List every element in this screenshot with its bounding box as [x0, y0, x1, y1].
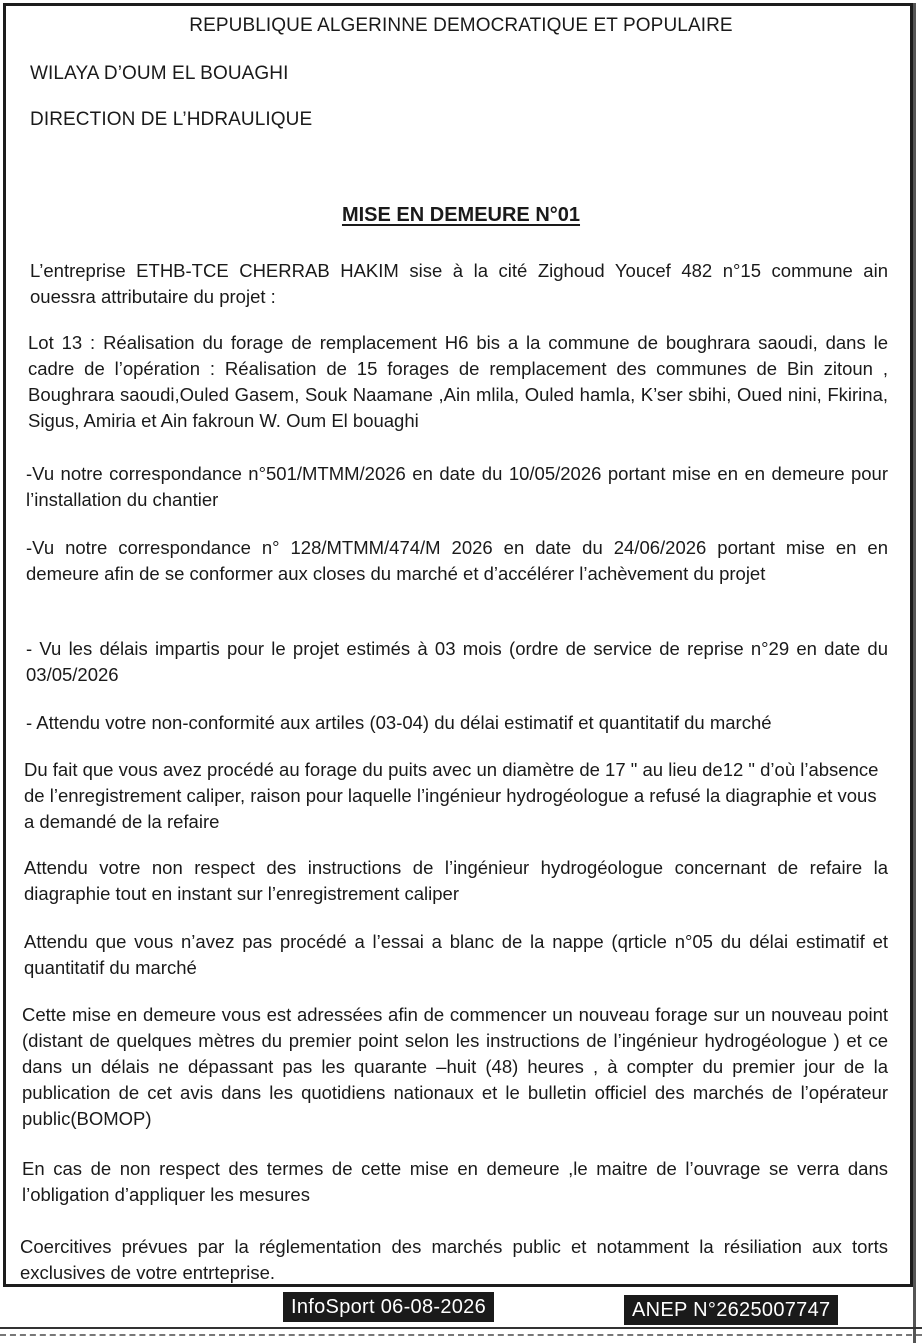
paragraph-essai: Attendu que vous n’avez pas procédé a l’essai a blanc de la nappe (qrticle n°05 du délai estimatif et quantitatif du marché: [24, 931, 888, 978]
paragraph-non-respect: En cas de non respect des termes de cette mise en demeure ,le maitre de l’ouvrage se verra dans l’obligation d’appliquer les mesures: [22, 1158, 888, 1205]
paragraph-correspondance-1: -Vu notre correspondance n°501/MTMM/2026 en date du 10/05/2026 portant mise en en demeure pour l’installation du chantier: [26, 463, 888, 510]
paragraph-mise-en-demeure: Cette mise en demeure vous est adressées afin de commencer un nouveau forage sur un nouveau point (distant de quelques mètres du premier point selon les instructions de l’ingénieur hydrogéologue ) et ce dans un délais ne dépassant pas les quarante –huit (48) heures , à compter du premier jour de la publication de cet avis dans les quotidiens nationaux et le bulletin officiel des marchés de l’opérateur public(BOMOP): [22, 1004, 888, 1129]
notice-title: MISE EN DEMEURE N°01: [341, 204, 581, 226]
anep-number-label: ANEP N°2625007747: [624, 1295, 838, 1325]
direction-line: DIRECTION DE L’HDRAULIQUE: [30, 109, 313, 130]
wilaya-line: WILAYA D’OUM EL BOUAGHI: [30, 63, 289, 84]
infosport-label: InfoSport 06-08-2026: [283, 1292, 494, 1322]
paragraph-non-conformite: - Attendu votre non-conformité aux artiles (03-04) du délai estimatif et quantitatif du marché: [26, 712, 772, 733]
bottom-rule: [0, 1327, 922, 1329]
bottom-dashed-rule: [0, 1334, 922, 1336]
paragraph-correspondance-2: -Vu notre correspondance n° 128/MTMM/474/M 2026 en date du 24/06/2026 portant mise en en demeure afin de se conformer aux closes du marché et d’accélérer l’achèvement du projet: [26, 537, 888, 584]
paragraph-coercitives: Coercitives prévues par la réglementation des marchés public et notamment la résiliation aux torts exclusives de votre entrteprise.: [20, 1236, 888, 1283]
paragraph-forage: Du fait que vous avez procédé au forage du puits avec un diamètre de 17 " au lieu de12 " d’où l’absence de l’enregistrement caliper, raison pour laquelle l’ingénieur hydrogéologue a refusé la diagraphie et vous a demandé de la refaire: [24, 759, 879, 832]
paragraph-lot: Lot 13 : Réalisation du forage de remplacement H6 bis a la commune de boughrara saoudi, dans le cadre de l’opération : Réalisation de 15 forages de remplacement des communes de Bin zitoun , Boughrara saoudi,Ouled Gasem, Souk Naamane ,Ain mlila, Ouled hamla, K’ser sbihi, Oued nini, Fkirina, Sigus, Amiria et Ain fakroun W. Oum El bouaghi: [28, 332, 888, 431]
paragraph-entreprise: L’entreprise ETHB-TCE CHERRAB HAKIM sise à la cité Zighoud Youcef 482 n°15 commune ain ouessra attributaire du projet :: [30, 260, 888, 307]
paragraph-delais: - Vu les délais impartis pour le projet estimés à 03 mois (ordre de service de reprise n°29 en date du 03/05/2026: [26, 638, 888, 685]
republic-heading: REPUBLIQUE ALGERINNE DEMOCRATIQUE ET POPULAIRE: [189, 15, 733, 36]
paragraph-instructions: Attendu votre non respect des instructions de l’ingénieur hydrogéologue concernant de refaire la diagraphie tout en instant sur l’enregistrement caliper: [24, 857, 888, 904]
